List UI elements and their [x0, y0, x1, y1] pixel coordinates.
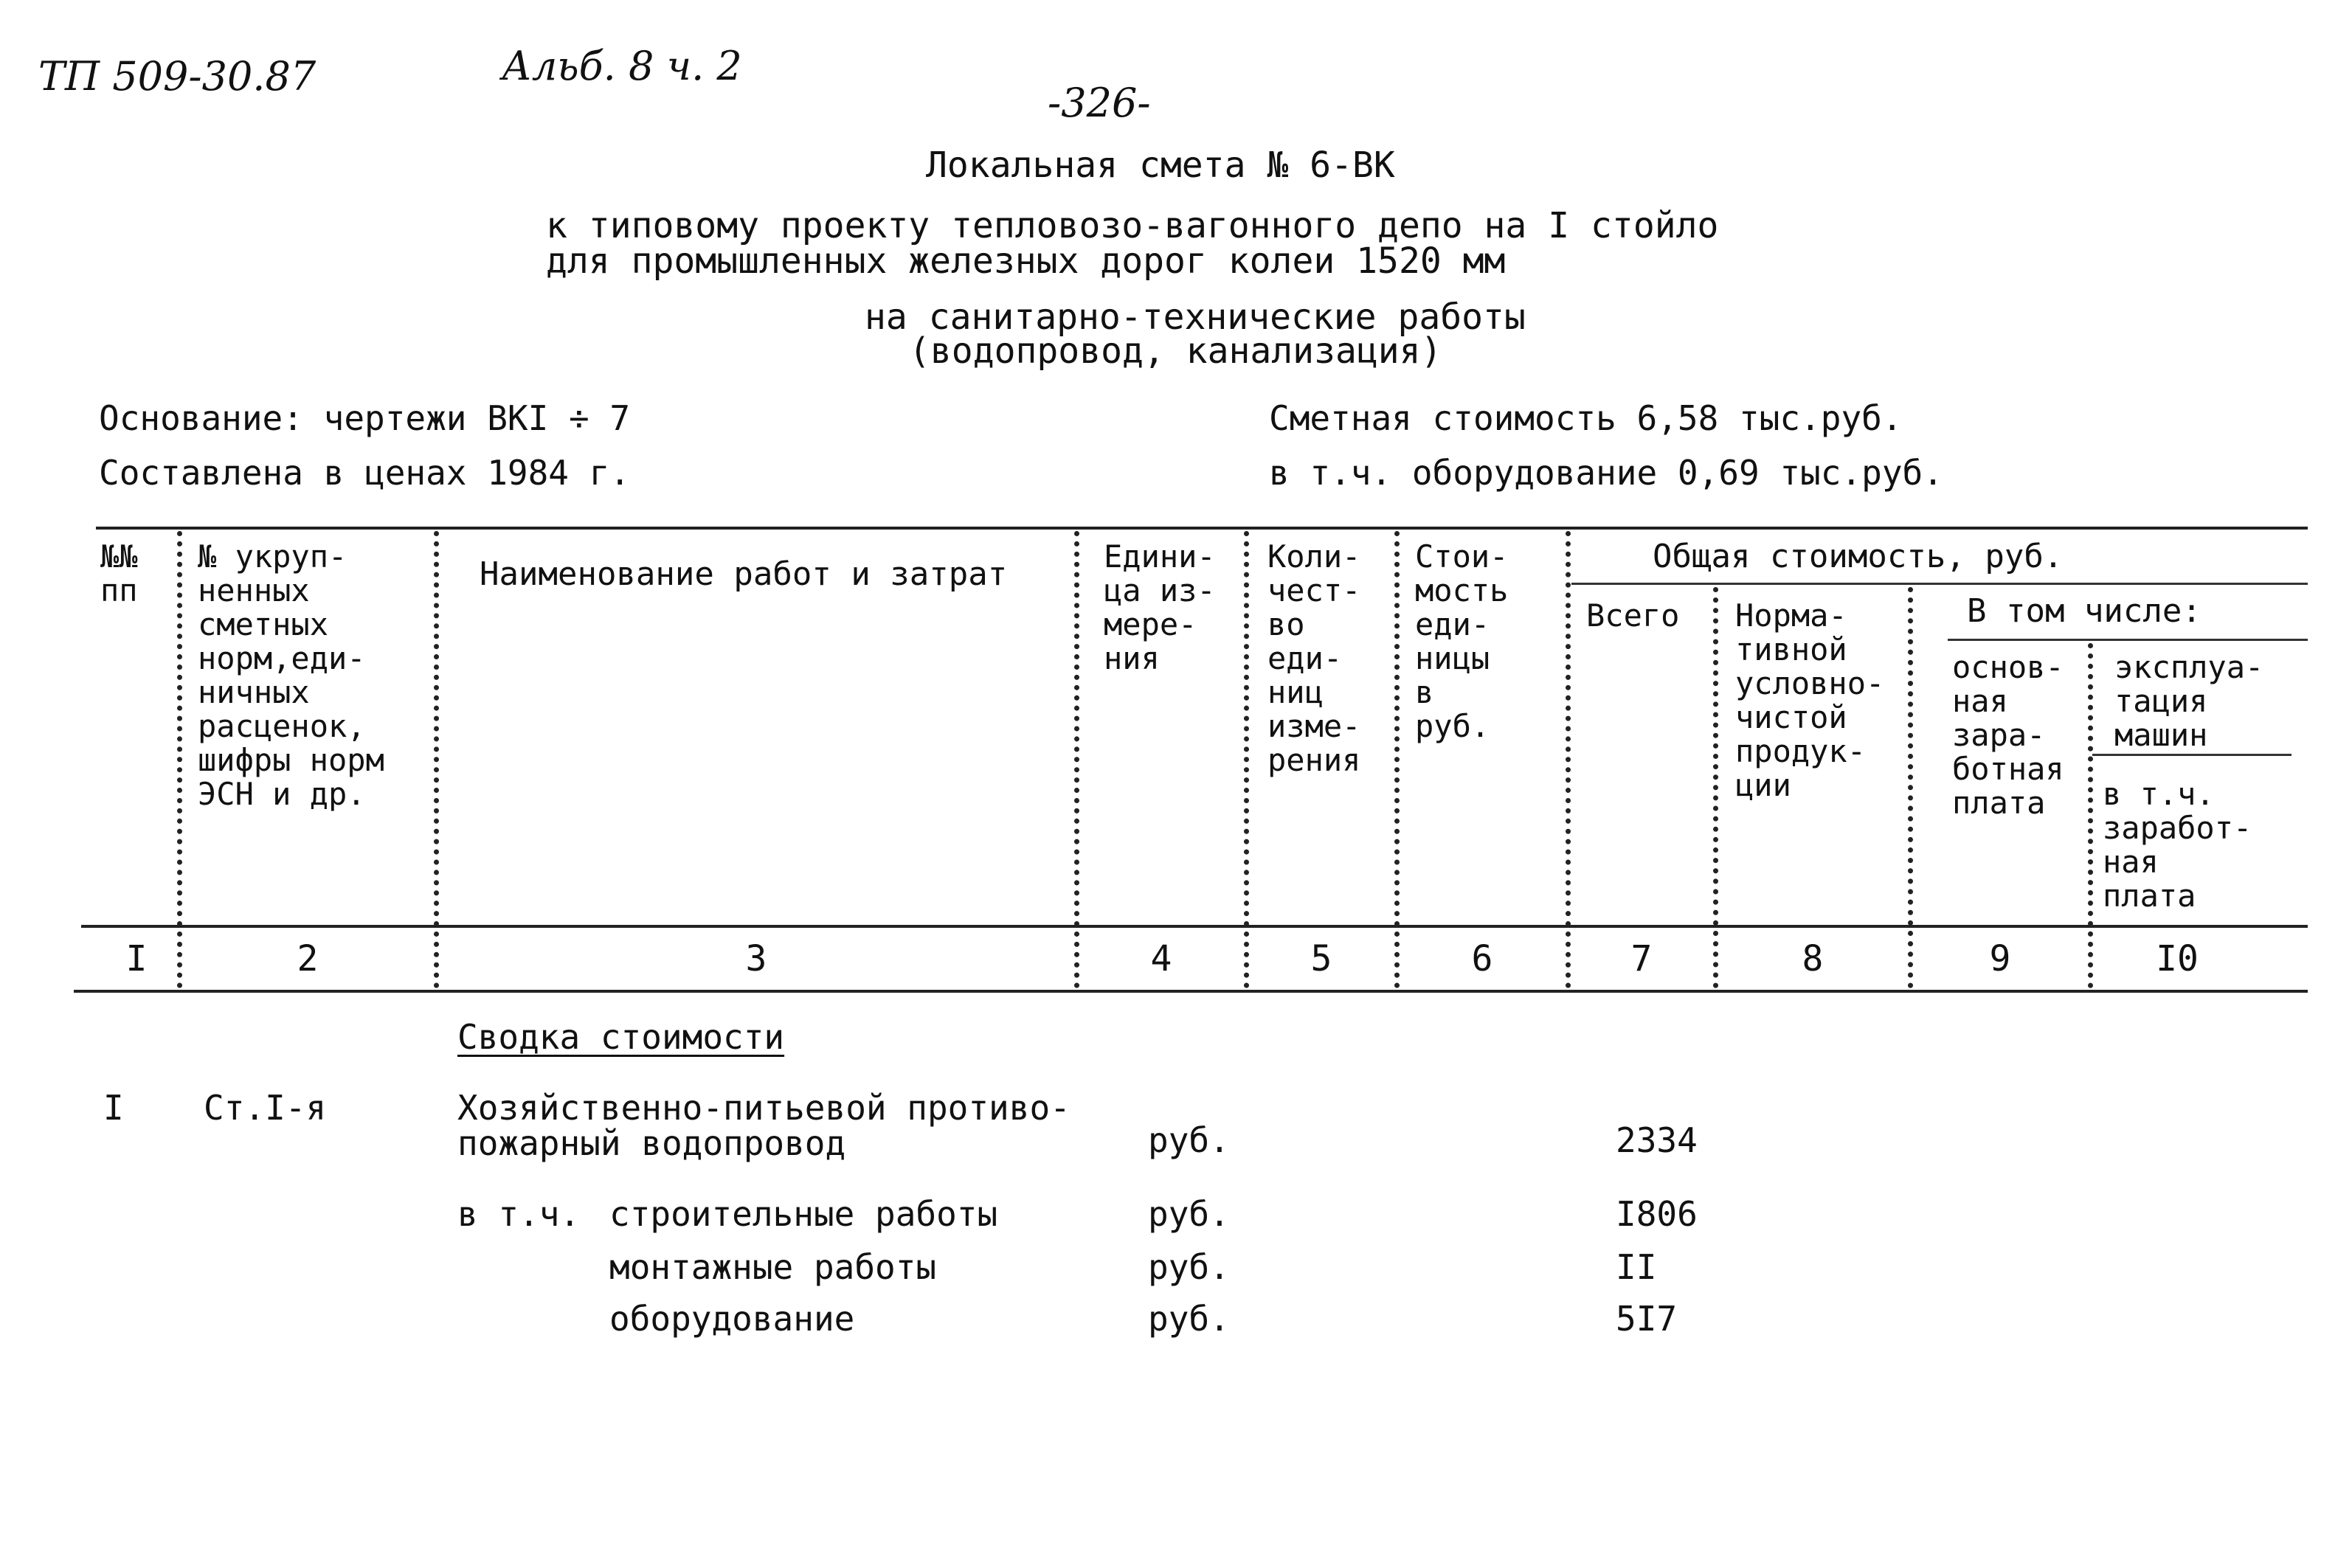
header-col-5: Коли- чест- во еди- ниц изме- рения — [1267, 538, 1361, 778]
item-name: монтажные работы — [609, 1247, 937, 1287]
item-value: II — [1616, 1247, 1657, 1287]
row-number: I — [103, 1088, 124, 1128]
row-code: Ст.I-я — [204, 1088, 327, 1128]
col-sep-4 — [1244, 531, 1249, 988]
column-number: I — [125, 938, 148, 979]
header-col-10a: эксплуа- тация машин — [2114, 649, 2264, 753]
item-unit: руб. — [1148, 1194, 1230, 1234]
column-number: 6 — [1471, 938, 1493, 979]
equipment-cost-text: в т.ч. оборудование 0,69 тыс.руб. — [1269, 453, 1943, 493]
table-top-rule — [96, 527, 2308, 530]
header-total-group: Общая стоимость, руб. — [1653, 538, 2064, 575]
item-unit: руб. — [1148, 1299, 1230, 1339]
header-col-7: Всего — [1586, 597, 1680, 634]
page-number: -326- — [1048, 80, 1151, 126]
column-numbers-rule — [74, 990, 2308, 993]
col-sep-3 — [1074, 531, 1079, 988]
project-code-note: ТП 509-30.87 — [38, 53, 317, 100]
document-title: Локальная смета № 6-ВК — [926, 145, 1395, 186]
header-col-9: основ- ная зара- ботная плата — [1952, 649, 2064, 821]
header-col-10b: в т.ч. заработ- ная плата — [2103, 776, 2252, 914]
header-col-8: Норма- тивной условно- чистой продук- ции — [1735, 597, 1885, 803]
header-col-1: №№ пп — [100, 538, 138, 608]
item-name: оборудование — [609, 1299, 855, 1339]
header-col-6: Стои- мость еди- ницы в руб. — [1415, 538, 1509, 744]
col-sep-2 — [434, 531, 439, 988]
column-number: 4 — [1150, 938, 1172, 979]
column-number: 8 — [1802, 938, 1824, 979]
incl-group-rule — [1948, 639, 2308, 641]
col-sep-6 — [1566, 531, 1571, 988]
work-type-line-2: (водопровод, канализация) — [909, 330, 1442, 372]
summary-heading: Сводка стоимости — [457, 1017, 785, 1057]
item-value: I806 — [1616, 1194, 1698, 1234]
row-total: 2334 — [1616, 1120, 1698, 1160]
col-sep-9 — [2088, 643, 2093, 988]
row-name: Хозяйственно-питьевой противо- пожарный водопровод — [457, 1088, 1070, 1163]
column-number: 2 — [297, 938, 319, 979]
column-number: I0 — [2156, 938, 2199, 979]
header-incl-group: В том числе: — [1967, 592, 2201, 630]
basis-text: Основание: чертежи ВКI ÷ 7 — [99, 398, 631, 438]
header-col-3: Наименование работ и затрат — [480, 555, 1008, 593]
header-col-2: № укруп- ненных сметных норм,еди- ничных расценок, шифры норм ЭСН и др. — [198, 538, 384, 812]
col-sep-7 — [1713, 587, 1718, 988]
estimated-cost-text: Сметная стоимость 6,58 тыс.руб. — [1269, 398, 1903, 438]
work-type-line-1: на санитарно-технические работы — [865, 296, 1526, 338]
column-number: 3 — [745, 938, 767, 979]
column-number: 7 — [1630, 938, 1653, 979]
col-sep-1 — [177, 531, 182, 988]
album-note: Альб. 8 ч. 2 — [502, 43, 742, 89]
total-group-rule — [1571, 583, 2308, 585]
header-col-4: Едини- ца из- мере- ния — [1104, 538, 1216, 676]
item-name: строительные работы — [609, 1194, 998, 1234]
column-number: 9 — [1989, 938, 2011, 979]
column-number: 5 — [1310, 938, 1332, 979]
incl-label: в т.ч. — [457, 1194, 581, 1234]
machines-rule — [2092, 754, 2292, 756]
subtitle-line-1: к типовому проекту тепловозо-вагонного депо на I стойло — [546, 205, 1719, 246]
header-bottom-rule — [81, 925, 2308, 928]
col-sep-5 — [1394, 531, 1400, 988]
prices-text: Составлена в ценах 1984 г. — [99, 453, 631, 493]
row-unit: руб. — [1148, 1120, 1230, 1160]
item-unit: руб. — [1148, 1247, 1230, 1287]
subtitle-line-2: для промышленных железных дорог колеи 1520 мм — [546, 240, 1506, 282]
item-value: 5I7 — [1616, 1299, 1678, 1339]
col-sep-8 — [1908, 587, 1913, 988]
